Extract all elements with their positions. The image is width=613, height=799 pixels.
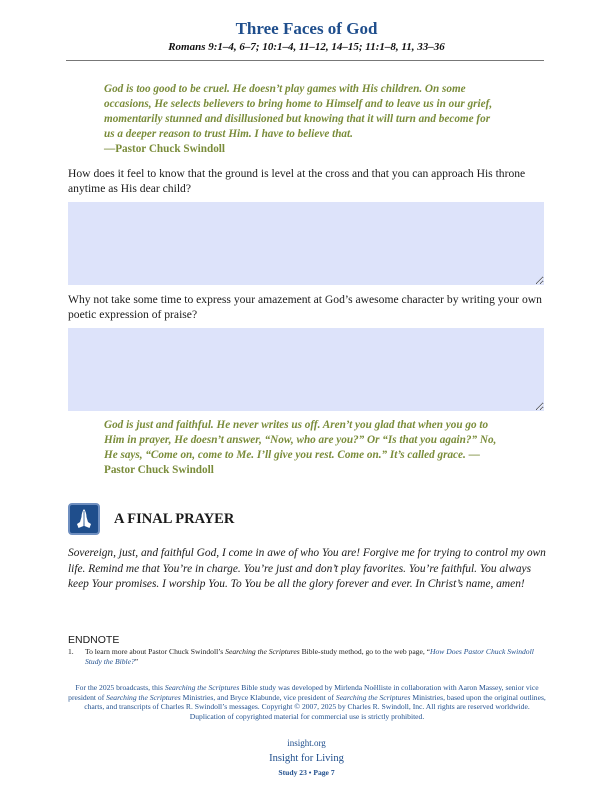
endnote-heading: ENDNOTE: [68, 634, 120, 646]
header-divider: [66, 60, 544, 61]
reflection-question-1: How does it feel to know that the ground is level at the cross and that you can approach His throne anytime as His dear child?: [68, 167, 526, 195]
reflection-question-2: Why not take some time to express your amazement at God’s awesome character by writing your own poetic expression of praise?: [68, 293, 542, 321]
credits-block: [68, 683, 546, 721]
pull-quote-2: [104, 418, 499, 478]
endnote-number: 1.: [68, 647, 74, 656]
quote-2-attribution: —Pastor Chuck Swindoll: [104, 449, 480, 476]
page-title: Three Faces of God: [235, 19, 378, 38]
endnote-text-after: Bible-study method, go to the web page, “: [299, 647, 431, 656]
scripture-reference: Romans 9:1–4, 6–7; 10:1–4, 11–12, 14–15; 11:1–8, 11, 33–36: [168, 41, 445, 53]
praying-hands-icon: [68, 503, 100, 535]
answer-field-1[interactable]: [68, 202, 544, 285]
endnote-link[interactable]: How Does Pastor Chuck Swindoll Study the Bible?: [85, 647, 534, 666]
credits-text-1: For the 2025 broadcasts, this: [75, 683, 165, 692]
endnote-1: [68, 647, 546, 666]
website-link[interactable]: insight.org: [287, 738, 326, 748]
page-number: Study 23 • Page 7: [278, 768, 335, 777]
endnote-text-before: To learn more about Pastor Chuck Swindoll’s: [85, 647, 226, 656]
credits-text-3: Ministries, and Bryce Klabunde, vice president of: [180, 692, 336, 702]
credits-italic-2: Searching the Scriptures: [106, 692, 181, 702]
credits-text-4: Ministries, based upon the original outlines, charts, and transcripts of Charles R. Swindoll’s messages. Copyright © 2007, 2025 by Charles R. Swindoll, Inc. All rights are reserved worldwide. Duplication of copyrighted material for commercial use is strictly prohibited.: [84, 692, 546, 721]
credits-text-2: Bible study was developed by Mirlenda Noëlliste in collaboration with Aaron Massey, senior vice president of: [68, 683, 539, 702]
final-prayer-text: Sovereign, just, and faithful God, I come in awe of who You are! Forgive me for trying to control my own life. Remind me that You’re in charge. You’re just and don’t play favorites. You’re faithful. You always keep Your promises. I worship You. To You be all the glory forever and ever. In Christ’s name, amen!: [68, 547, 546, 590]
quote-1-text: God is too good to be cruel. He doesn’t play games with His children. On some occasions, He selects believers to bring home to Himself and to leave us in our grief, momentarily stunned and disillusioned but knowing that it will turn and become for us a deeper reason to trust Him. I have to believe that.: [104, 83, 493, 140]
quote-1-attribution: —Pastor Chuck Swindoll: [104, 143, 226, 155]
credits-italic-3: Searching the Scriptures: [335, 692, 411, 702]
final-prayer-heading: A FINAL PRAYER: [114, 511, 235, 527]
endnote-text-end: ”: [134, 656, 139, 666]
answer-field-2[interactable]: [68, 328, 544, 411]
pull-quote-1: [104, 82, 499, 157]
organization-name: Insight for Living: [269, 753, 344, 764]
credits-italic-1: Searching the Scriptures: [164, 683, 240, 692]
quote-2-text: God is just and faithful. He never writes us off. Aren’t you glad that when you go to Him in prayer, He doesn’t answer, “Now, who are you?” Or “Is that you again?” No, He says, “Come on, come to Me. I’ll give you rest. Come on.” It’s called grace.: [104, 419, 497, 461]
endnote-title: Searching the Scriptures: [225, 647, 300, 656]
